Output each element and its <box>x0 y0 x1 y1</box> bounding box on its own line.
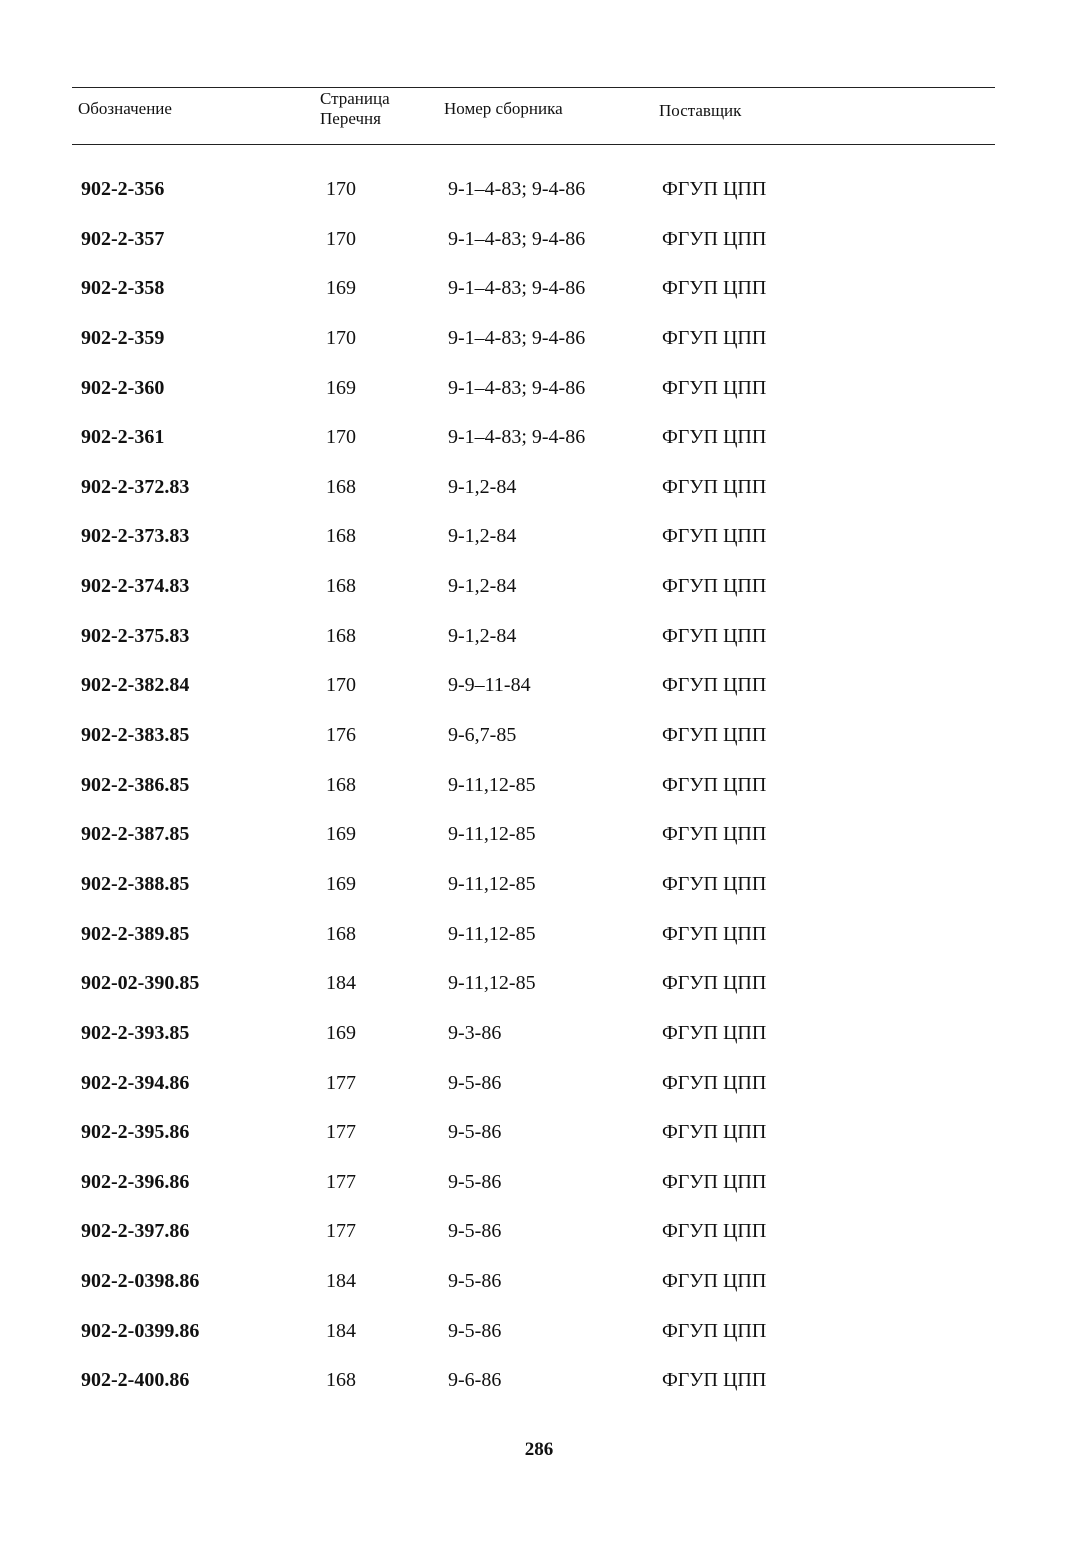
row-supplier: ФГУП ЦПП <box>662 1270 767 1293</box>
header-page-line2: Перечня <box>320 109 381 128</box>
page-number: 286 <box>524 1439 554 1460</box>
table-row <box>0 375 1078 425</box>
row-code: 902-2-375.83 <box>81 624 190 647</box>
row-collection: 9-1,2-84 <box>448 575 517 598</box>
row-page: 184 <box>326 1319 356 1342</box>
row-collection: 9-1,2-84 <box>448 475 517 498</box>
table-row <box>0 523 1078 573</box>
row-collection: 9-11,12-85 <box>448 823 536 846</box>
row-supplier: ФГУП ЦПП <box>662 1021 767 1044</box>
row-page: 170 <box>326 227 356 250</box>
row-supplier: ФГУП ЦПП <box>662 1071 767 1094</box>
row-page: 170 <box>326 326 356 349</box>
row-supplier: ФГУП ЦПП <box>662 1369 767 1392</box>
row-collection: 9-5-86 <box>448 1220 502 1243</box>
row-collection: 9-1–4-83; 9-4-86 <box>448 426 586 449</box>
row-code: 902-2-356 <box>81 178 165 200</box>
row-code: 902-2-387.85 <box>81 823 190 846</box>
row-collection: 9-6,7-85 <box>448 724 517 747</box>
row-page: 169 <box>326 277 356 300</box>
row-supplier: ФГУП ЦПП <box>662 1170 767 1193</box>
table-row <box>0 921 1078 971</box>
table-row <box>0 970 1078 1020</box>
row-page: 169 <box>326 823 356 846</box>
row-code: 902-2-359 <box>81 326 165 349</box>
row-supplier: ФГУП ЦПП <box>662 624 767 647</box>
table-row <box>0 722 1078 772</box>
table-row <box>0 176 1078 226</box>
row-page: 168 <box>326 773 356 796</box>
row-supplier: ФГУП ЦПП <box>662 1121 767 1144</box>
row-code: 902-2-388.85 <box>81 872 190 895</box>
row-supplier: ФГУП ЦПП <box>662 575 767 598</box>
row-supplier: ФГУП ЦПП <box>662 376 767 399</box>
table-row <box>0 275 1078 325</box>
row-code: 902-2-361 <box>81 426 165 449</box>
row-collection: 9-1–4-83; 9-4-86 <box>448 326 586 349</box>
row-collection: 9-1–4-83; 9-4-86 <box>448 178 586 200</box>
row-code: 902-2-395.86 <box>81 1121 190 1144</box>
table-row <box>0 1268 1078 1318</box>
row-code: 902-2-360 <box>81 376 165 399</box>
row-code: 902-2-382.84 <box>81 674 190 697</box>
row-collection: 9-9–11-84 <box>448 674 531 697</box>
row-collection: 9-11,12-85 <box>448 972 536 995</box>
row-collection: 9-11,12-85 <box>448 773 536 796</box>
row-code: 902-2-394.86 <box>81 1071 190 1094</box>
row-collection: 9-1–4-83; 9-4-86 <box>448 376 586 399</box>
row-collection: 9-5-86 <box>448 1170 502 1193</box>
table-body <box>0 176 1078 1417</box>
row-supplier: ФГУП ЦПП <box>662 426 767 449</box>
table-row <box>0 1070 1078 1120</box>
header-supplier: Поставщик <box>659 101 742 120</box>
row-collection: 9-11,12-85 <box>448 922 536 945</box>
row-supplier: ФГУП ЦПП <box>662 326 767 349</box>
row-collection: 9-1–4-83; 9-4-86 <box>448 277 586 300</box>
table-row <box>0 1367 1078 1417</box>
row-page: 170 <box>326 178 356 200</box>
table-row <box>0 1119 1078 1169</box>
row-page: 170 <box>326 674 356 697</box>
row-collection: 9-3-86 <box>448 1021 502 1044</box>
row-supplier: ФГУП ЦПП <box>662 178 767 200</box>
row-code: 902-2-374.83 <box>81 575 190 598</box>
row-supplier: ФГУП ЦПП <box>662 872 767 895</box>
row-supplier: ФГУП ЦПП <box>662 1319 767 1342</box>
row-supplier: ФГУП ЦПП <box>662 922 767 945</box>
row-collection: 9-5-86 <box>448 1319 502 1342</box>
row-page: 184 <box>326 1270 356 1293</box>
row-page: 168 <box>326 475 356 498</box>
row-code: 902-02-390.85 <box>81 972 200 995</box>
table-row <box>0 424 1078 474</box>
table-row <box>0 871 1078 921</box>
row-page: 169 <box>326 376 356 399</box>
table-row <box>0 1169 1078 1219</box>
row-supplier: ФГУП ЦПП <box>662 674 767 697</box>
row-page: 177 <box>326 1220 356 1243</box>
row-page: 168 <box>326 575 356 598</box>
row-code: 902-2-396.86 <box>81 1170 190 1193</box>
table-row <box>0 325 1078 375</box>
row-code: 902-2-0399.86 <box>81 1319 200 1342</box>
row-supplier: ФГУП ЦПП <box>662 525 767 548</box>
row-page: 177 <box>326 1071 356 1094</box>
row-code: 902-2-386.85 <box>81 773 190 796</box>
row-collection: 9-5-86 <box>448 1121 502 1144</box>
table-row <box>0 474 1078 524</box>
row-code: 902-2-373.83 <box>81 525 190 548</box>
row-supplier: ФГУП ЦПП <box>662 773 767 796</box>
row-code: 902-2-358 <box>81 277 165 300</box>
row-collection: 9-1,2-84 <box>448 525 517 548</box>
row-code: 902-2-393.85 <box>81 1021 190 1044</box>
row-supplier: ФГУП ЦПП <box>662 277 767 300</box>
row-page: 177 <box>326 1121 356 1144</box>
row-supplier: ФГУП ЦПП <box>662 724 767 747</box>
row-code: 902-2-400.86 <box>81 1369 190 1392</box>
table-row <box>0 821 1078 871</box>
header-collection: Номер сборника <box>444 99 563 118</box>
table-row <box>0 623 1078 673</box>
row-supplier: ФГУП ЦПП <box>662 227 767 250</box>
table-row <box>0 1020 1078 1070</box>
row-code: 902-2-357 <box>81 227 165 250</box>
table-row <box>0 1218 1078 1268</box>
table-row <box>0 772 1078 822</box>
row-supplier: ФГУП ЦПП <box>662 823 767 846</box>
row-page: 168 <box>326 624 356 647</box>
header-code: Обозначение <box>78 99 172 118</box>
row-page: 177 <box>326 1170 356 1193</box>
row-supplier: ФГУП ЦПП <box>662 475 767 498</box>
header-page-line1: Страница <box>320 89 390 108</box>
row-page: 168 <box>326 525 356 548</box>
row-collection: 9-1–4-83; 9-4-86 <box>448 227 586 250</box>
row-supplier: ФГУП ЦПП <box>662 1220 767 1243</box>
row-page: 184 <box>326 972 356 995</box>
row-collection: 9-6-86 <box>448 1369 502 1392</box>
row-page: 169 <box>326 1021 356 1044</box>
row-code: 902-2-383.85 <box>81 724 190 747</box>
row-collection: 9-5-86 <box>448 1270 502 1293</box>
row-page: 169 <box>326 872 356 895</box>
table-header-rule <box>72 144 995 145</box>
row-collection: 9-11,12-85 <box>448 872 536 895</box>
header-page <box>320 89 390 129</box>
row-collection: 9-5-86 <box>448 1071 502 1094</box>
table-row <box>0 672 1078 722</box>
row-page: 176 <box>326 724 356 747</box>
table-row <box>0 573 1078 623</box>
row-collection: 9-1,2-84 <box>448 624 517 647</box>
table-row <box>0 1318 1078 1368</box>
table-row <box>0 226 1078 276</box>
row-page: 168 <box>326 1369 356 1392</box>
row-code: 902-2-0398.86 <box>81 1270 200 1293</box>
row-page: 170 <box>326 426 356 449</box>
row-page: 168 <box>326 922 356 945</box>
row-code: 902-2-397.86 <box>81 1220 190 1243</box>
row-supplier: ФГУП ЦПП <box>662 972 767 995</box>
table-top-rule <box>72 87 995 88</box>
row-code: 902-2-372.83 <box>81 475 190 498</box>
row-code: 902-2-389.85 <box>81 922 190 945</box>
